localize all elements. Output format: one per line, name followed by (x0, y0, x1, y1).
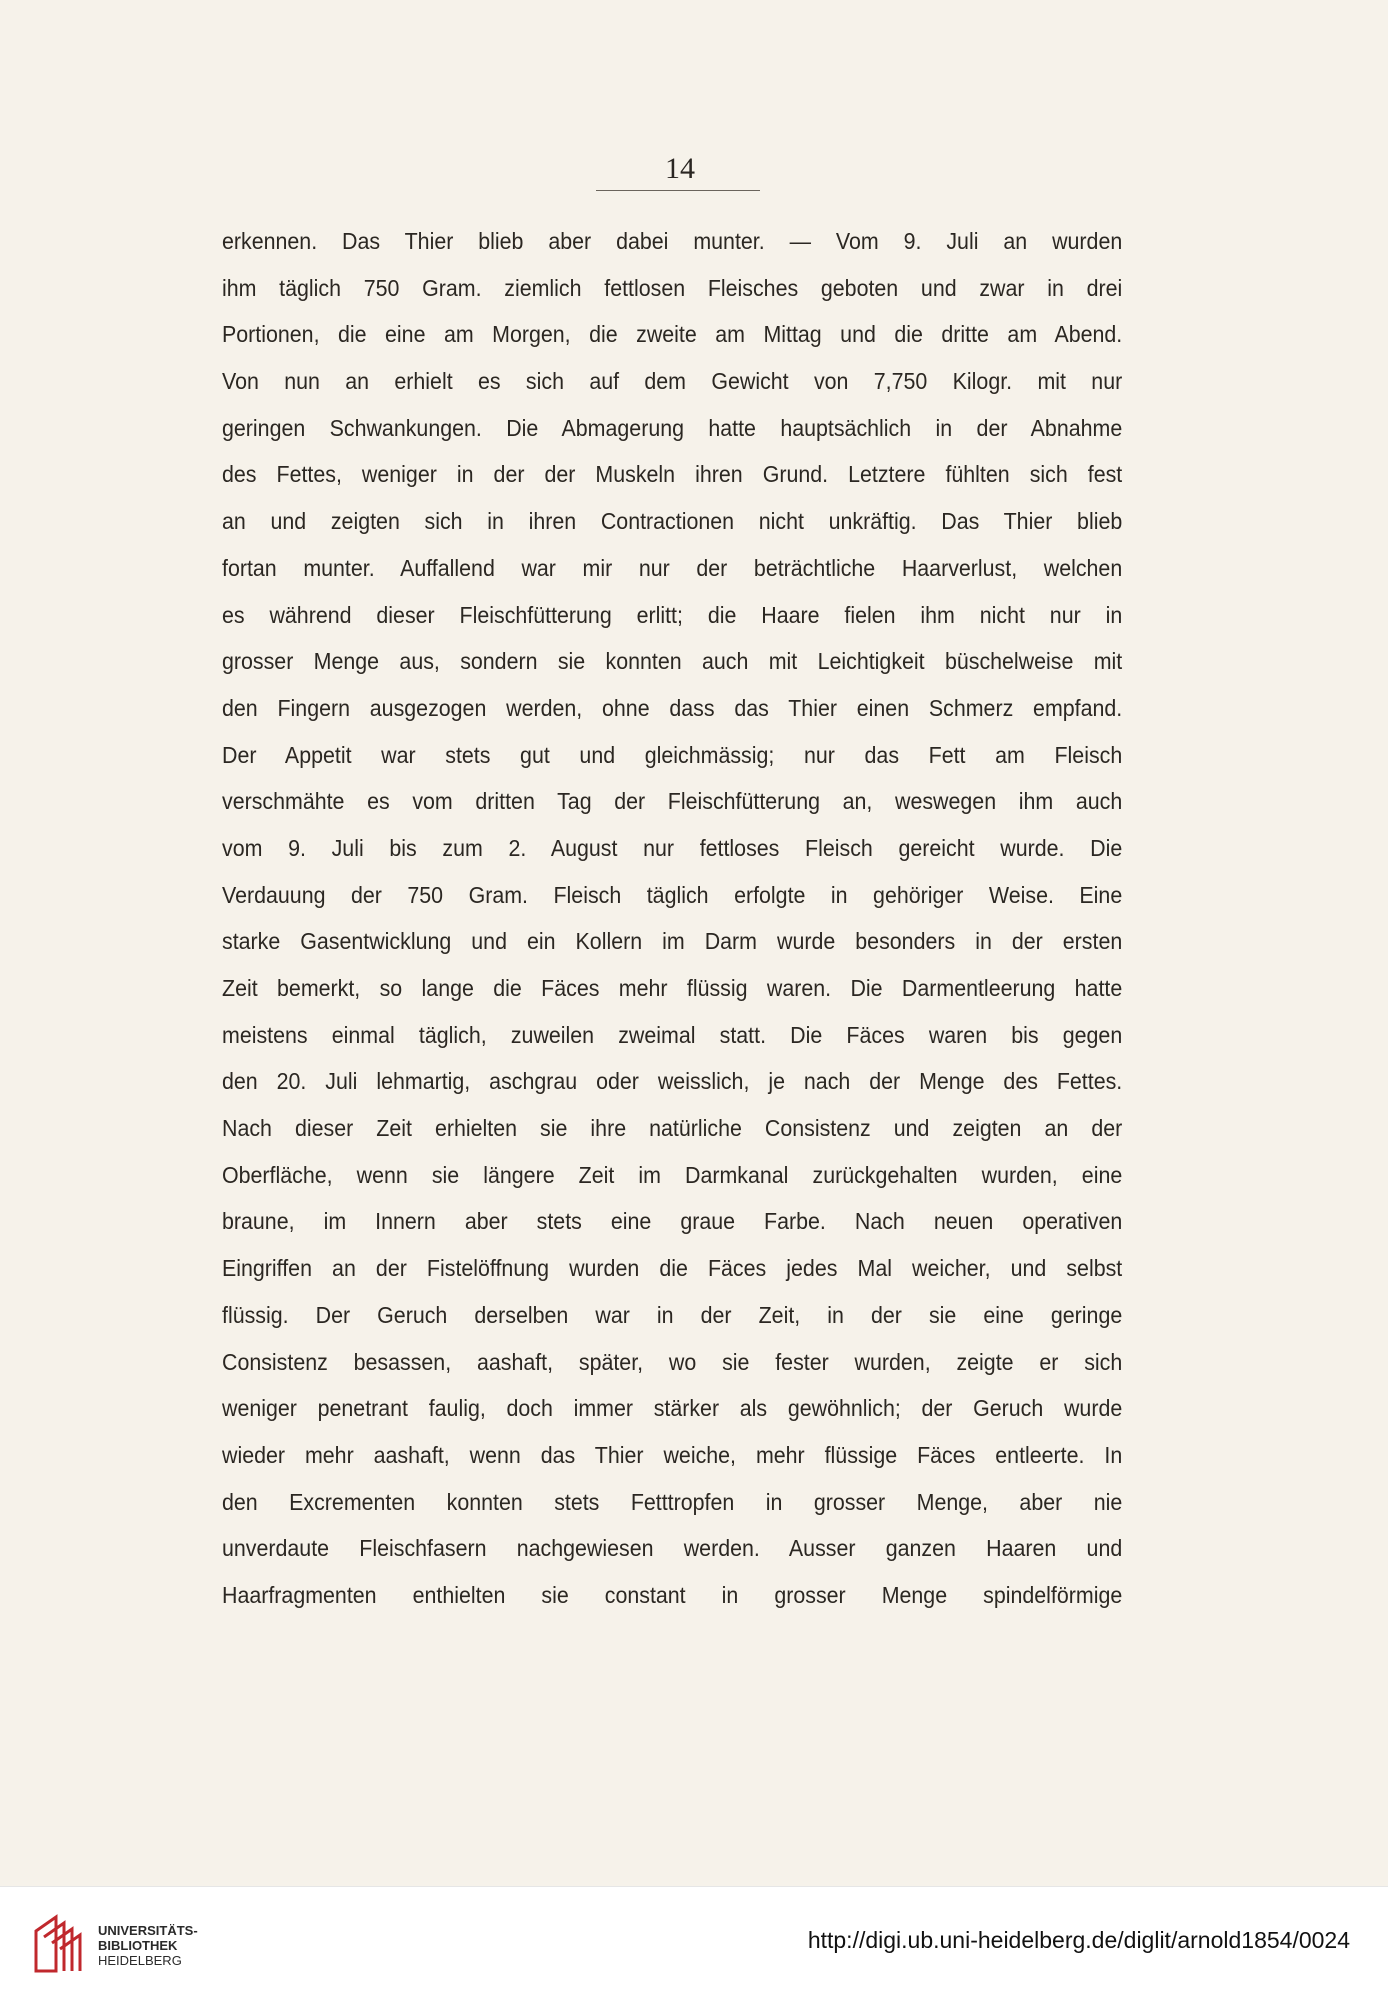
text-line: grosser Menge aus, sondern sie konnten auch mit Leichtigkeit büschelweise mit (222, 648, 1123, 675)
library-name-line1: UNIVERSITÄTS- (98, 1923, 198, 1938)
text-line: es während dieser Fleischfütterung erlitt; die Haare fielen ihm nicht nur in (222, 601, 1123, 628)
text-line: den Fingern ausgezogen werden, ohne dass das Thier einen Schmerz empfand. (222, 694, 1123, 721)
text-line: Nach dieser Zeit erhielten sie ihre natürliche Consistenz und zeigten an der (222, 1115, 1123, 1142)
text-line: Zeit bemerkt, so lange die Fäces mehr flüssig waren. Die Darmentleerung hatte (222, 975, 1123, 1001)
text-line: Oberfläche, wenn sie längere Zeit im Darmkanal zurückgehalten wurden, eine (222, 1161, 1123, 1188)
text-line: unverdaute Fleischfasern nachgewiesen werden. Ausser ganzen Haaren und (222, 1535, 1123, 1562)
source-url-link[interactable]: http://digi.ub.uni-heidelberg.de/diglit/arnold1854/0024 (807, 1927, 1350, 1953)
text-line: Consistenz besassen, aashaft, später, wo sie fester wurden, zeigte er sich (222, 1348, 1123, 1375)
text-line: verschmähte es vom dritten Tag der Fleischfütterung an, weswegen ihm auch (222, 788, 1123, 815)
library-logo-icon (30, 1911, 86, 1977)
text-line: den 20. Juli lehmartig, aschgrau oder weisslich, je nach der Menge des Fettes. (222, 1068, 1123, 1095)
text-line: weniger penetrant faulig, doch immer stärker als gewöhnlich; der Geruch wurde (222, 1395, 1123, 1422)
text-line: wieder mehr aashaft, wenn das Thier weiche, mehr flüssige Fäces entleerte. In (222, 1441, 1123, 1468)
text-line: den Excrementen konnten stets Fetttropfen in grosser Menge, aber nie (222, 1488, 1123, 1515)
text-line: ihm täglich 750 Gram. ziemlich fettlosen Fleisches geboten und zwar in drei (222, 274, 1123, 301)
page-number: 14 (665, 152, 695, 185)
footer-bar (0, 1886, 1388, 2003)
header-rule (596, 190, 760, 191)
library-name (98, 1923, 198, 1968)
text-line: starke Gasentwicklung und ein Kollern im Darm wurde besonders in der ersten (222, 928, 1123, 955)
text-line: flüssig. Der Geruch derselben war in der Zeit, in der sie eine geringe (222, 1301, 1123, 1328)
text-line: vom 9. Juli bis zum 2. August nur fettloses Fleisch gereicht wurde. Die (222, 834, 1123, 861)
text-line: Von nun an erhielt es sich auf dem Gewicht von 7,750 Kilogr. mit nur (222, 368, 1123, 395)
text-line: Verdauung der 750 Gram. Fleisch täglich erfolgte in gehöriger Weise. Eine (222, 881, 1123, 908)
text-line: geringen Schwankungen. Die Abmagerung hatte hauptsächlich in der Abnahme (222, 414, 1123, 441)
text-line: des Fettes, weniger in der der Muskeln ihren Grund. Letztere fühlten sich fest (222, 461, 1123, 488)
text-line: Haarfragmenten enthielten sie constant in grosser Menge spindelförmige (222, 1581, 1123, 1608)
text-line: an und zeigten sich in ihren Contractionen nicht unkräftig. Das Thier blieb (222, 508, 1123, 535)
body-text (222, 218, 1122, 1619)
text-line: erkennen. Das Thier blieb aber dabei munter. — Vom 9. Juli an wurden (222, 228, 1123, 254)
library-name-line3: HEIDELBERG (98, 1953, 182, 1968)
text-line: meistens einmal täglich, zuweilen zweimal statt. Die Fäces waren bis gegen (222, 1021, 1123, 1048)
text-line: fortan munter. Auffallend war mir nur der beträchtliche Haarverlust, welchen (222, 554, 1123, 581)
text-line: Eingriffen an der Fistelöffnung wurden die Fäces jedes Mal weicher, und selbst (222, 1255, 1123, 1282)
text-line: Der Appetit war stets gut und gleichmässig; nur das Fett am Fleisch (222, 741, 1123, 768)
text-line: Portionen, die eine am Morgen, die zweite am Mittag und die dritte am Abend. (222, 321, 1123, 348)
library-name-line2: BIBLIOTHEK (98, 1938, 178, 1953)
text-line: braune, im Innern aber stets eine graue Farbe. Nach neuen operativen (222, 1208, 1123, 1235)
